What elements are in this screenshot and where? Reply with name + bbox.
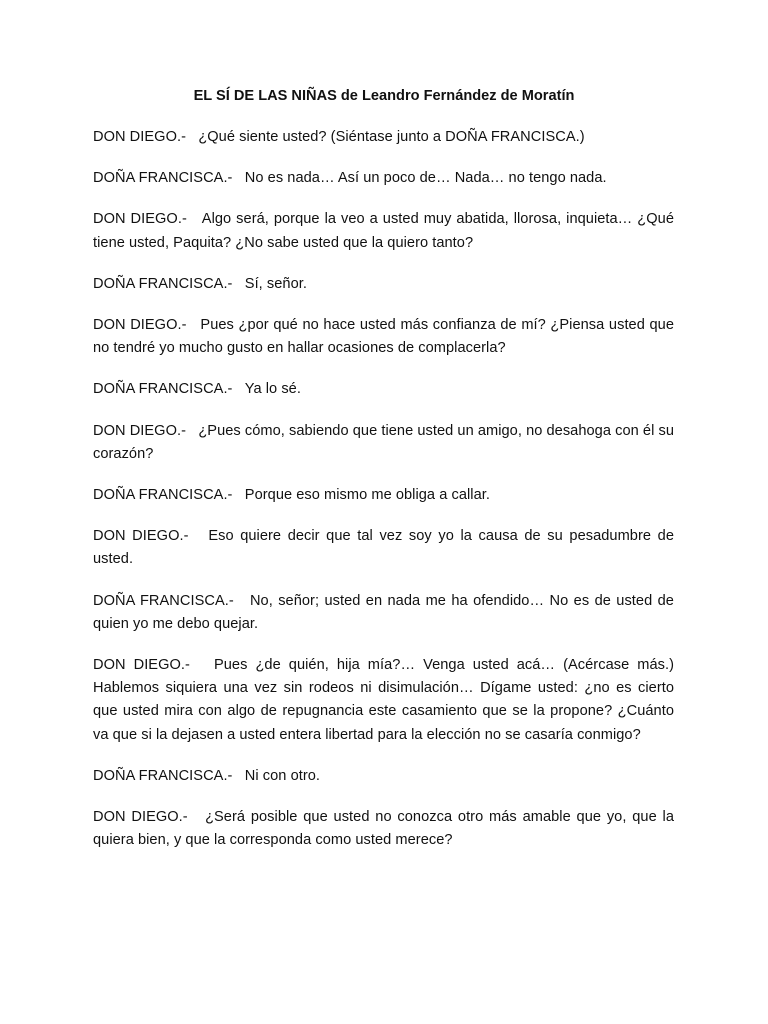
dialogue-text: Ya lo sé. [244,381,301,398]
dialogue-paragraph [93,765,674,788]
dialogue-text: Pues ¿de quién, hija mía?… Venga usted acá… (Acércase más.) Hablemos siquiera una vez sin rodeos ni disimulación… Dígame usted: ¿no es cierto que usted mira con algo de repugnancia este casamiento que se la propone? ¿Cuánto va que si la dejasen a usted entera libertad para la elección no se casaría conmigo? [93,657,675,743]
speaker-name: DON DIEGO.- [93,657,190,674]
speaker-name: DON DIEGO.- [93,809,188,826]
dialogue-text: Eso quiere decir que tal vez soy yo la causa de su pesadumbre de usted. [93,528,674,568]
dialogue-paragraph [93,484,674,507]
dialogue-text: Sí, señor. [244,275,307,292]
dialogue-text: No, señor; usted en nada me ha ofendido… No es de usted de quien yo me debo quejar. [93,592,674,632]
dialogue-paragraph [93,590,674,636]
dialogue-paragraph [93,806,674,852]
dialogue-text: ¿Será posible que usted no conozca otro más amable que yo, que la quiera bien, y que la corresponda como usted merece? [93,809,674,849]
speaker-name: DOÑA FRANCISCA.- [93,592,234,609]
dialogue-paragraph [93,273,674,296]
dialogue-paragraph [93,167,674,190]
dialogue-paragraph [93,378,674,401]
dialogue-paragraph [93,126,674,149]
dialogue-text: No es nada… Así un poco de… Nada… no tengo nada. [244,170,607,187]
speaker-name: DOÑA FRANCISCA.- [93,275,233,292]
dialogue-text: ¿Qué siente usted? (Siéntase junto a DOÑA FRANCISCA.) [198,129,585,145]
dialogue-text: Porque eso mismo me obliga a callar. [244,487,490,504]
speaker-name: DON DIEGO.- [93,317,187,334]
dialogue-text: ¿Pues cómo, sabiendo que tiene usted un amigo, no desahoga con él su corazón? [93,422,675,462]
speaker-name: DON DIEGO.- [93,129,186,145]
dialogue-text: Pues ¿por qué no hace usted más confianza de mí? ¿Piensa usted que no tendré yo mucho gusto en hallar ocasiones de complacerla? [93,317,675,357]
document-title: EL SÍ DE LAS NIÑAS de Leandro Fernández de Moratín [193,88,575,104]
dialogue-paragraph [93,208,674,254]
dialogue-text: Algo será, porque la veo a usted muy abatida, llorosa, inquieta… ¿Qué tiene usted, Paquita? ¿No sabe usted que la quiero tanto? [93,211,674,251]
dialogue-body [93,126,674,870]
dialogue-paragraph [93,525,674,571]
dialogue-paragraph [93,314,674,360]
dialogue-paragraph [93,420,674,466]
speaker-name: DON DIEGO.- [93,528,189,545]
speaker-name: DOÑA FRANCISCA.- [93,170,233,187]
speaker-name: DON DIEGO.- [93,211,187,228]
speaker-name: DOÑA FRANCISCA.- [93,767,233,784]
speaker-name: DOÑA FRANCISCA.- [93,381,233,398]
speaker-name: DON DIEGO.- [93,422,186,439]
dialogue-paragraph [93,654,674,747]
speaker-name: DOÑA FRANCISCA.- [93,487,233,504]
dialogue-text: Ni con otro. [244,767,321,784]
